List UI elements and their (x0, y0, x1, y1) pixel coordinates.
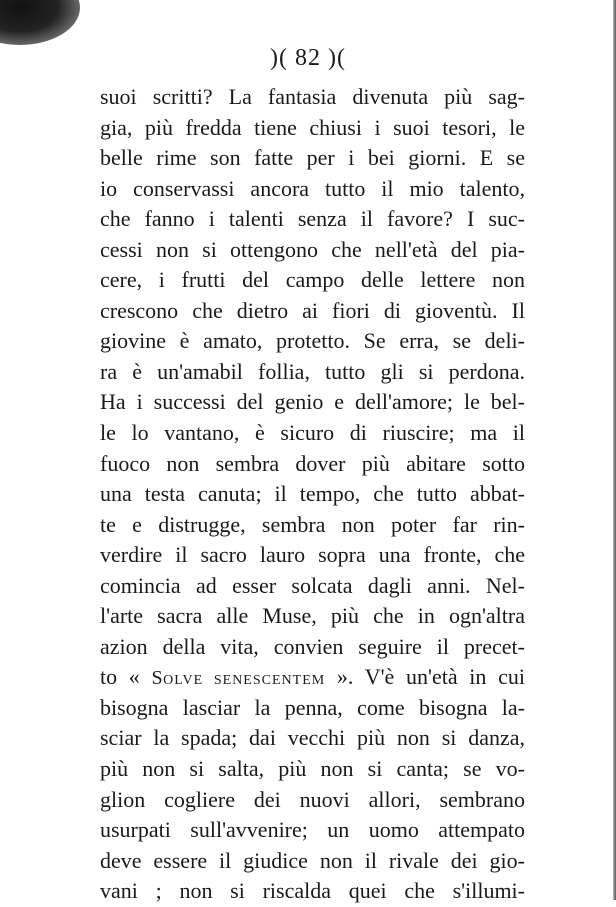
text-line: che fanno i talenti senza il favore? I suc- (100, 206, 525, 232)
motto-word-2: SENESCENTEM (213, 673, 326, 689)
page-corner-shadow (0, 0, 80, 45)
text-line: vani ; non si riscalda quei che s'illumi- (100, 878, 525, 904)
text-line: una testa canuta; il tempo, che tutto abbat- (100, 481, 525, 507)
text-line: le lo vantano, è sicuro di riuscire; ma il (100, 420, 525, 446)
text-line: giovine è amato, protetto. Se erra, se deli- (100, 328, 525, 354)
quote-tail: ». V'è un'età in cui (325, 664, 525, 690)
text-line: azion della vita, convien seguire il precet- (100, 633, 525, 659)
text-line: te e distrugge, sembra non poter far rin- (100, 511, 525, 537)
text-line: sciar la spada; dai vecchi più non si danza, (100, 725, 525, 751)
text-line: glion cogliere dei nuovi allori, sembrano (100, 786, 525, 812)
text-line: ra è un'amabil follia, tutto gli si perdona. (100, 358, 525, 384)
text-line: bisogna lasciar la penna, come bisogna la- (100, 694, 525, 720)
quote-line (100, 662, 525, 693)
text-line: cere, i frutti del campo delle lettere non (100, 267, 525, 293)
text-line: deve essere il giudice non il rivale dei gio- (100, 847, 525, 873)
text-line: io conservassi ancora tutto il mio talento, (100, 175, 525, 201)
text-line: gia, più fredda tiene chiusi i suoi tesori, le (100, 114, 525, 140)
motto-initial: S (151, 667, 164, 690)
page-number: )( 82 )( (270, 45, 346, 71)
body-text (100, 82, 525, 907)
text-line: suoi scritti? La fantasia divenuta più sag- (100, 84, 525, 109)
text-line: verdire il sacro lauro sopra una fronte, che (100, 542, 525, 568)
text-line: belle rime son fatte per i bei giorni. E se (100, 145, 525, 171)
text-line: l'arte sacra alle Muse, più che in ogn'altra (100, 603, 525, 629)
text-line: fuoco non sembra dover più abitare sotto (100, 450, 525, 476)
text-line: comincia ad esser solcata dagli anni. Nel- (100, 572, 525, 598)
text-line: Ha i successi del genio e dell'amore; le bel- (100, 389, 525, 415)
quote-lead: to « (100, 664, 152, 690)
text-line: usurpati sull'avvenire; un uomo attempato (100, 817, 525, 843)
text-line: cessi non si ottengono che nell'età del pia- (100, 236, 525, 262)
text-line: più non si salta, più non si canta; se vo- (100, 756, 525, 782)
text-line: crescono che dietro ai fiori di gioventù. Il (100, 297, 525, 323)
motto-word-1: OLVE (163, 673, 214, 689)
